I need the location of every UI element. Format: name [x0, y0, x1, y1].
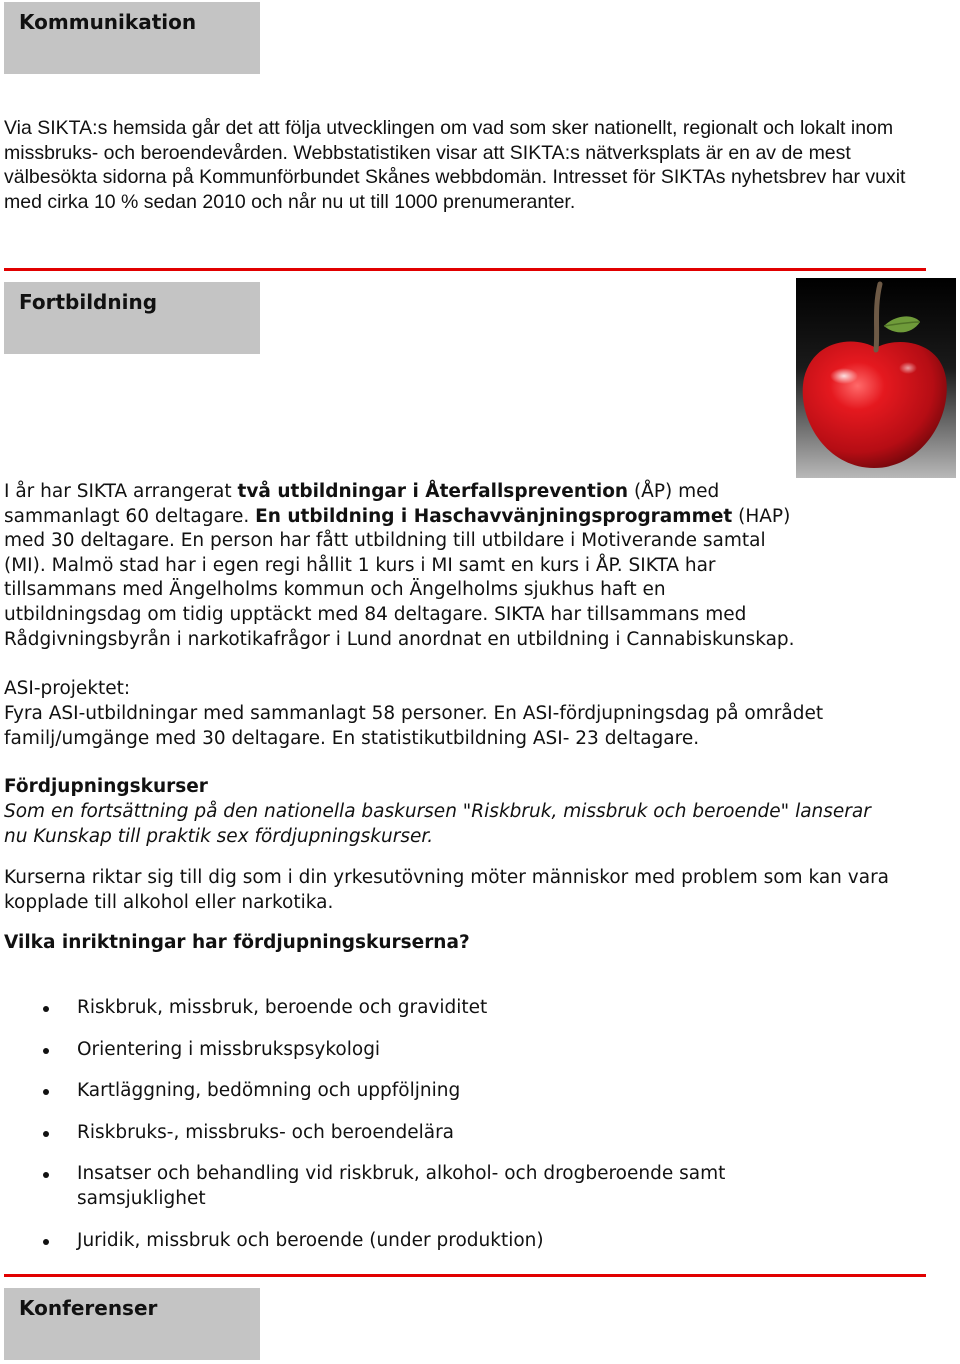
bold-run: två utbildningar i Återfallsprevention — [237, 481, 629, 502]
bullet-icon — [43, 1131, 49, 1137]
list-item — [4, 1162, 837, 1211]
list-item-text: Insatser och behandling vid riskbruk, alkohol- och drogberoende samt samsjuklighet — [77, 1163, 726, 1209]
list-item-text: Riskbruk, missbruk, beroende och graviditet — [77, 997, 488, 1018]
fortbildning-paragraph — [4, 480, 804, 652]
list-item-text: Riskbruks-, missbruks- och beroendelära — [77, 1121, 455, 1143]
kurser-paragraph: Kurserna riktar sig till dig som i din yrkesutövning möter människor med problem som kan vara kopplade till alkohol eller narkotika. — [4, 867, 890, 913]
bold-run: Fördjupningskurser — [4, 776, 208, 797]
inriktningar-question — [4, 931, 944, 956]
section-divider — [4, 1274, 926, 1277]
section-divider — [4, 268, 926, 271]
asi-paragraph: Fyra ASI-utbildningar med sammanlagt 58 personer. En ASI-fördjupningsdag på området familj/umgänge med 30 deltagare. En statistikutbildning ASI- 23 deltagare. — [4, 703, 824, 749]
list-item — [4, 1229, 904, 1254]
bold-run: En utbildning i Haschavvänjningsprogrammet — [255, 505, 733, 527]
list-item — [4, 1079, 904, 1104]
section-title: Konferenser — [19, 1296, 158, 1320]
bullet-icon — [43, 1006, 49, 1012]
list-item — [4, 1038, 904, 1063]
list-item-text: Orientering i missbrukspsykologi — [77, 1038, 381, 1060]
fordjupning-intro: Som en fortsättning på den nationella baskursen "Riskbruk, missbruk och beroende" lanserar nu Kunskap till praktik sex fördjupningskurser. — [4, 801, 871, 847]
list-item — [4, 996, 904, 1021]
bullet-icon — [43, 1048, 49, 1054]
bullet-icon — [43, 1089, 49, 1095]
list-item — [4, 1121, 904, 1146]
text-run: (ÅP) med sammanlagt 60 deltagare. — [4, 481, 720, 527]
course-list — [4, 996, 904, 1253]
text-run: I år har SIKTA arrangerat — [4, 481, 238, 502]
apple-image — [796, 278, 956, 478]
asi-label: ASI-projektet: — [4, 678, 131, 699]
fordjupning-title — [4, 775, 944, 800]
section-header-kommunikation — [4, 2, 260, 74]
bullet-icon — [43, 1239, 49, 1245]
bold-run: Vilka inriktningar har fördjupningskurserna? — [4, 932, 470, 953]
section-header-fortbildning — [4, 282, 260, 354]
section-title: Fortbildning — [19, 290, 158, 314]
apple-photo — [796, 278, 956, 478]
list-item-text: Juridik, missbruk och beroende (under produktion) — [77, 1229, 544, 1251]
kommunikation-paragraph: Via SIKTA:s hemsida går det att följa utvecklingen om vad som sker nationellt, regionalt och lokalt inom missbruks- och beroendevården. Webbstatistiken visar att SIKTA:s nätverksplats är en av de mest välbesökta sidorna på Kommunförbundet Skånes webbdomän. Intresset för SIKTAs nyhetsbrev har vuxit med cirka 10 % sedan 2010 och når nu ut till 1000 prenumeranter. — [4, 117, 906, 213]
list-item-text: Kartläggning, bedömning och uppföljning — [77, 1080, 461, 1102]
section-header-konferenser — [4, 1288, 260, 1360]
section-title: Kommunikation — [19, 10, 197, 34]
text-run: (HAP) med 30 deltagare. En person har fått utbildning till utbildare i Motiverande samtal (MI). Malmö stad har i egen regi hållit 1 kurs i MI samt en kurs i ÅP. SIKTA har tillsammans med Ängelholms kommun och Ängelholms sjukhus haft en utbildningsdag om tidig upptäckt med 84 deltagare. SIKTA har tillsammans med Rådgivningsbyrån i narkotikafrågor i Lund anordnat en utbildning i Cannabiskunskap. — [4, 505, 795, 650]
bullet-icon — [43, 1172, 49, 1178]
